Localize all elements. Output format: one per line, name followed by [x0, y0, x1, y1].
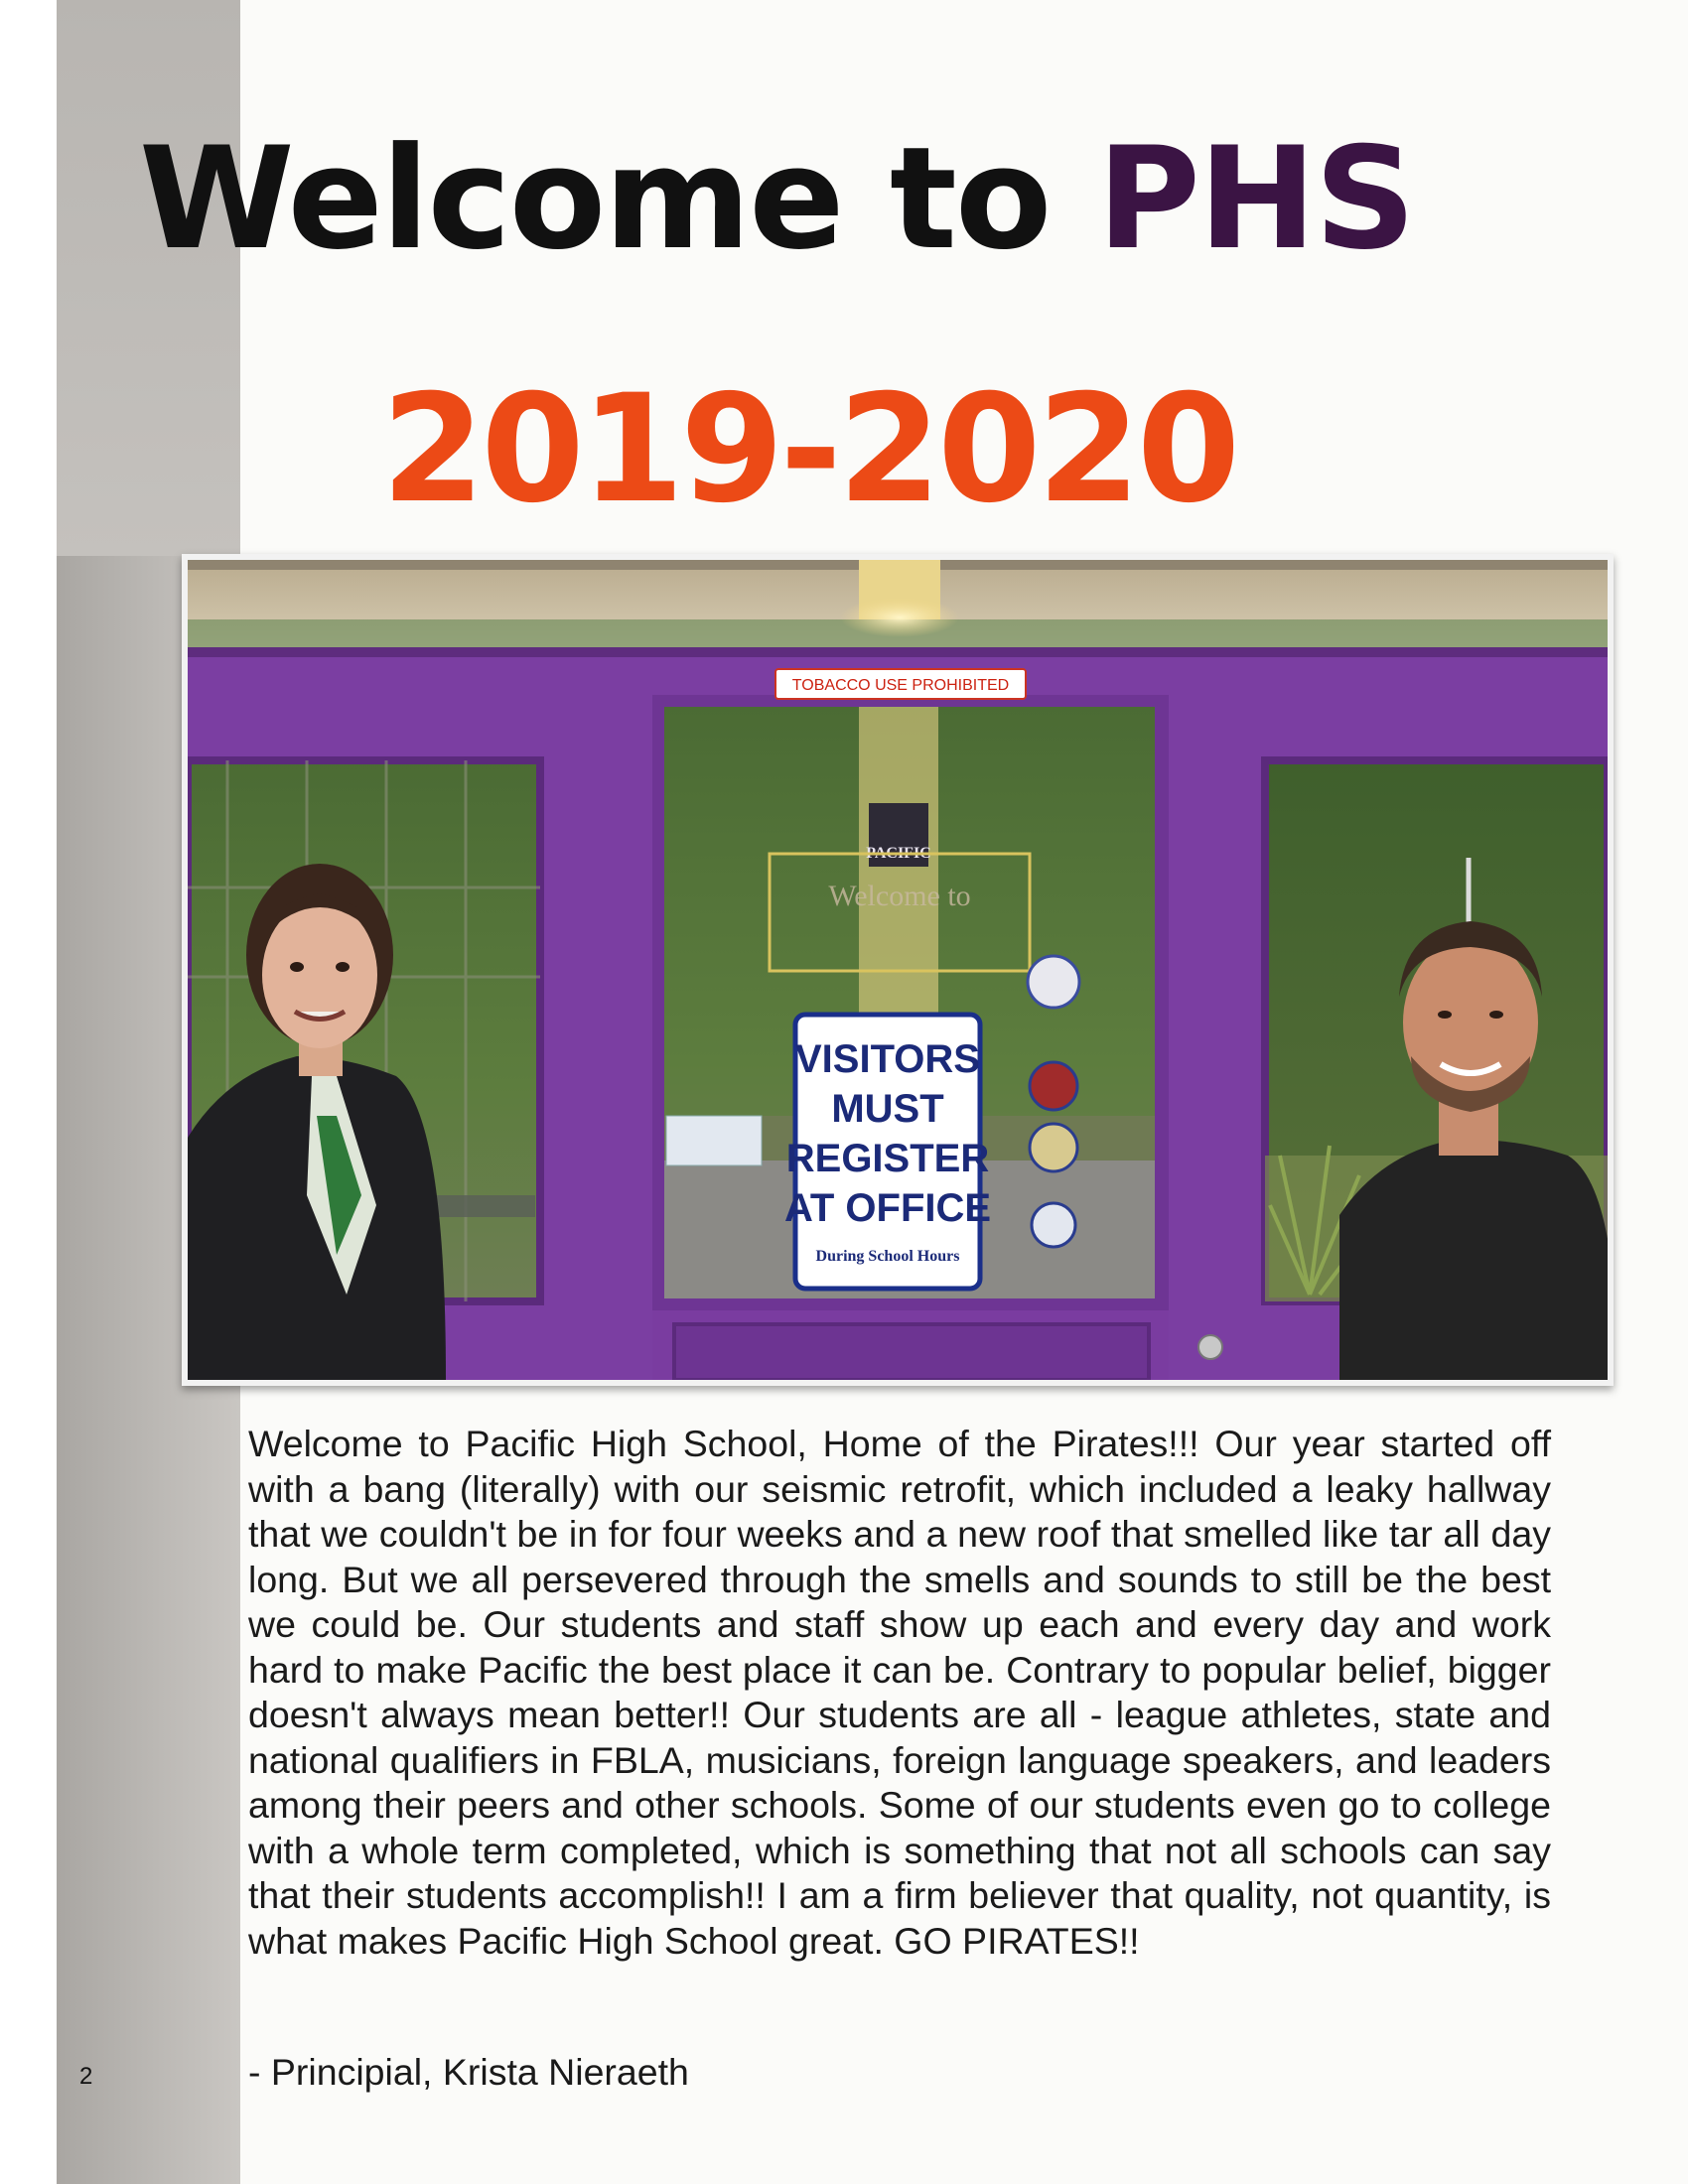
- photo-illustration: [188, 560, 1608, 1380]
- principal-signature: - Principial, Krista Nieraeth: [248, 2051, 689, 2093]
- visitors-line-3: REGISTER: [785, 1137, 990, 1180]
- pacific-logo-text: PACIFIC: [866, 845, 931, 862]
- title-welcome: Welcome to: [139, 117, 1097, 281]
- visitors-sign-sub: During School Hours: [815, 1248, 960, 1265]
- title-phs: PHS: [1096, 117, 1415, 281]
- photo-principals-at-door: [182, 554, 1614, 1386]
- principal-message: Welcome to Pacific High School, Home of the Pirates!!! Our year started off with a bang (literally) with our seismic retrofit, which included a leaky hallway that we couldn't be in for four weeks and a new roof that smelled like tar all day long. But we all persevered through the smells and sounds to still be the best we could be. Our students and staff show up each and every day and work hard to make Pacific the best place it can be. Contrary to popular belief, bigger doesn't always mean better!! Our students are all - league athletes, state and national qualifiers in FBLA, musicians, foreign language speakers, and leaders among their peers and other schools. Some of our students even go to college with a whole term completed, which is something that not all schools can say that their students accomplish!! I am a firm believer that quality, not quantity, is what makes Pacific High School great. GO PIRATES!!: [248, 1423, 1551, 1962]
- tobacco-sign-text: TOBACCO USE PROHIBITED: [791, 677, 1010, 694]
- school-year: 2019-2020: [381, 363, 1237, 536]
- page-number: 2: [79, 2063, 93, 2090]
- visitors-line-2: MUST: [831, 1087, 944, 1131]
- visitors-line-4: AT OFFICE: [783, 1186, 992, 1230]
- visitors-line-1: VISITORS: [795, 1037, 980, 1081]
- welcome-plaque-text: Welcome to: [828, 880, 971, 912]
- page-title: [139, 117, 1415, 281]
- page-left-margin: [0, 0, 60, 2184]
